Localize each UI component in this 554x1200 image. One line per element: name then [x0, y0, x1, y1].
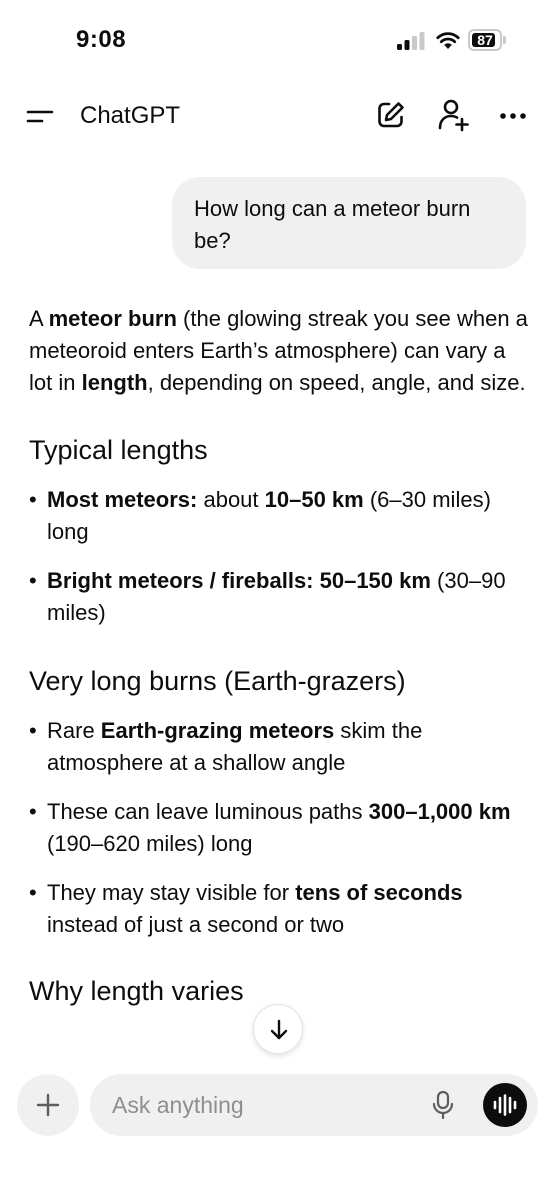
app-title: ChatGPT [80, 102, 181, 129]
user-message-bubble: How long can a meteor burn be? [172, 177, 526, 269]
text-run: They may stay visible for [47, 880, 296, 905]
bold-run: Earth-grazing meteors [100, 718, 335, 743]
menu-icon[interactable] [26, 104, 54, 128]
assistant-response [29, 303, 529, 1008]
status-time: 9:08 [76, 26, 127, 53]
section-heading-why: Why length varies [29, 976, 244, 1006]
wifi-icon [436, 30, 460, 50]
section-heading-earth-grazers: Very long burns (Earth-grazers) [29, 666, 406, 696]
add-attachment-button[interactable] [17, 1074, 79, 1136]
bold-run: 300–1,000 km [368, 799, 511, 824]
bold-run: meteor burn [48, 306, 177, 331]
message-input[interactable] [112, 1074, 412, 1136]
text-run: A [29, 306, 49, 331]
text-run: These can leave luminous paths [47, 799, 369, 824]
text-run: skim the atmosphere at a shallow angle [47, 718, 423, 775]
text-run: (6–30 miles) long [47, 487, 491, 544]
battery-nub [503, 36, 506, 44]
section-heading-typical: Typical lengths [29, 435, 208, 465]
bold-run: Most meteors: [47, 487, 198, 512]
text-run: Rare [47, 718, 101, 743]
text-run: , depending on speed, angle, and size. [147, 370, 526, 395]
battery-level: 87 [477, 32, 493, 48]
intro-paragraph [29, 303, 529, 399]
app-header [0, 88, 554, 144]
list-item [29, 565, 529, 629]
microphone-icon[interactable] [432, 1090, 454, 1120]
text-run: (30–90 miles) [47, 568, 506, 625]
arrow-down-icon [267, 1018, 291, 1042]
bold-run: length [81, 370, 148, 395]
status-bar [0, 0, 554, 80]
text-run: (190–620 miles) long [47, 831, 253, 856]
waveform-icon [493, 1094, 517, 1116]
list-item [29, 484, 529, 548]
list-item [29, 877, 529, 941]
battery-icon [468, 29, 508, 51]
bold-run: tens of seconds [295, 880, 463, 905]
bold-run: 10–50 km [264, 487, 364, 512]
more-icon[interactable] [498, 106, 528, 126]
composer [90, 1074, 538, 1136]
signal-icon [397, 32, 425, 50]
bold-run: Bright meteors / fireballs: 50–150 km [47, 568, 431, 593]
text-run: instead of just a second or two [47, 912, 345, 937]
list-item [29, 715, 529, 779]
text-run: about [197, 487, 265, 512]
typical-list [29, 484, 529, 629]
earth-grazers-list [29, 715, 529, 941]
plus-icon [36, 1093, 60, 1117]
voice-mode-button[interactable] [483, 1083, 527, 1127]
compose-icon[interactable] [376, 100, 406, 130]
text-run: (the glowing streak you see when a meteoroid enters Earth’s atmosphere) can vary a lot in [29, 306, 528, 395]
scroll-down-button[interactable] [253, 1004, 303, 1054]
list-item [29, 796, 529, 860]
add-user-icon[interactable] [436, 98, 470, 132]
